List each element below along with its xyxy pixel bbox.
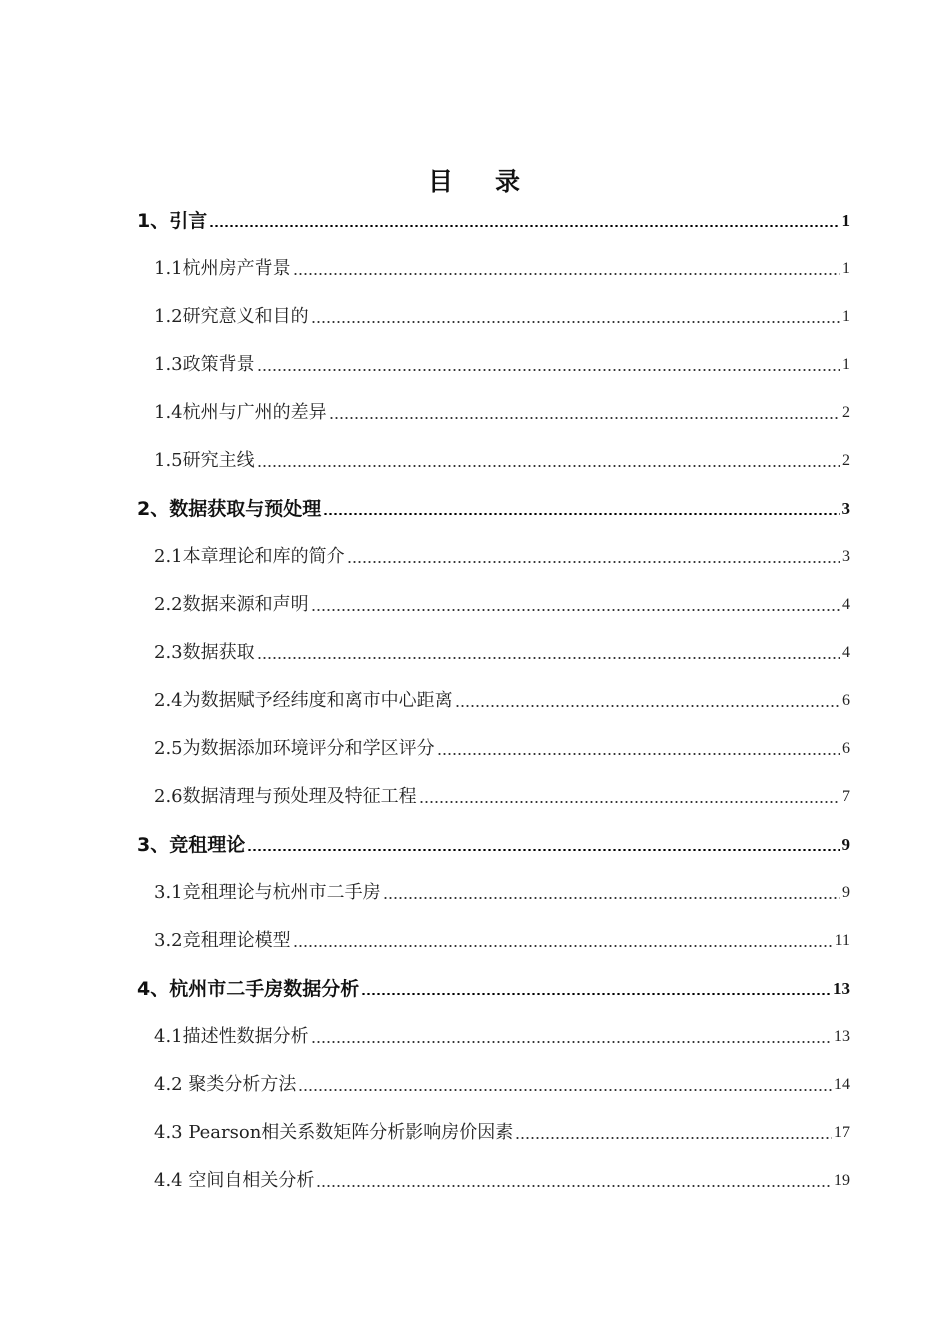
toc-page-number: 11 xyxy=(834,932,850,949)
toc-leader-dots xyxy=(347,561,840,563)
toc-entry[interactable] xyxy=(154,1020,850,1050)
toc-leader-dots xyxy=(383,897,840,899)
toc-entry-text: 4.3 Pearson相关系数矩阵分析影响房价因素 xyxy=(154,1122,514,1143)
toc-leader-dots xyxy=(293,273,840,275)
toc-entry-text: 2.4为数据赋予经纬度和离市中心距离 xyxy=(154,690,453,711)
toc-entry-text: 4.2 聚类分析方法 xyxy=(154,1074,297,1095)
toc-page-number: 17 xyxy=(834,1124,850,1141)
toc-page-number: 1 xyxy=(841,211,850,230)
toc-page-number: 2 xyxy=(842,452,850,469)
toc-page-number: 19 xyxy=(834,1172,850,1189)
toc-entry-text: 1.5研究主线 xyxy=(154,450,255,471)
toc-entry-text: 1.1杭州房产背景 xyxy=(154,258,291,279)
toc-page-number: 13 xyxy=(834,1028,850,1045)
toc-entry-text: 4.4 空间自相关分析 xyxy=(154,1170,315,1191)
toc-leader-dots xyxy=(257,465,840,467)
toc-leader-dots xyxy=(316,1185,832,1187)
toc-entry[interactable] xyxy=(154,588,850,618)
toc-entry-text: 1.3政策背景 xyxy=(154,354,255,375)
toc-leader-dots xyxy=(293,945,833,947)
toc-page-number: 9 xyxy=(842,884,850,901)
toc-leader-dots xyxy=(419,801,840,803)
toc-leader-dots xyxy=(311,321,840,323)
toc-entry-text: 3.2竞租理论模型 xyxy=(154,930,291,951)
toc-entry-text: 4、杭州市二手房数据分析 xyxy=(137,978,360,1000)
toc-leader-dots xyxy=(298,1089,832,1091)
toc-entry-text: 2、数据获取与预处理 xyxy=(137,498,322,520)
toc-entry-text: 4.1描述性数据分析 xyxy=(154,1026,309,1047)
toc-entry-text: 2.5为数据添加环境评分和学区评分 xyxy=(154,738,435,759)
toc-entry[interactable] xyxy=(154,252,850,282)
toc-leader-dots xyxy=(209,225,839,227)
toc-leader-dots xyxy=(515,1137,832,1139)
toc-entry-text: 2.1本章理论和库的简介 xyxy=(154,546,345,567)
toc-page-number: 3 xyxy=(842,548,850,565)
toc-entry[interactable] xyxy=(137,204,850,234)
toc-page-number: 1 xyxy=(842,356,850,373)
toc-entry[interactable] xyxy=(154,444,850,474)
toc-leader-dots xyxy=(323,513,839,515)
toc-leader-dots xyxy=(361,993,831,995)
toc-page-number: 3 xyxy=(841,499,850,518)
toc-entry-text: 3、竞租理论 xyxy=(137,834,246,856)
toc-entry[interactable] xyxy=(154,732,850,762)
toc-page-number: 6 xyxy=(842,740,850,757)
toc-entry[interactable] xyxy=(137,972,850,1002)
toc-entry[interactable] xyxy=(154,636,850,666)
toc-entry-text: 1.4杭州与广州的差异 xyxy=(154,402,327,423)
toc-entry[interactable] xyxy=(154,540,850,570)
toc-leader-dots xyxy=(257,657,840,659)
toc-entry[interactable] xyxy=(154,780,850,810)
toc-leader-dots xyxy=(257,369,840,371)
toc-entry[interactable] xyxy=(154,300,850,330)
toc-page-number: 7 xyxy=(842,788,850,805)
toc-page-number: 6 xyxy=(842,692,850,709)
toc-leader-dots xyxy=(247,849,839,851)
toc-page-number: 4 xyxy=(842,644,850,661)
toc-entry-text: 1、引言 xyxy=(137,210,208,232)
toc-leader-dots xyxy=(329,417,840,419)
toc-entry[interactable] xyxy=(154,924,850,954)
toc-entry-text: 2.2数据来源和声明 xyxy=(154,594,309,615)
toc-page-number: 13 xyxy=(833,979,850,998)
toc-entry[interactable] xyxy=(154,1068,850,1098)
toc-entry[interactable] xyxy=(154,684,850,714)
toc-entry-text: 1.2研究意义和目的 xyxy=(154,306,309,327)
toc-entry-text: 3.1竞租理论与杭州市二手房 xyxy=(154,882,381,903)
toc-entry[interactable] xyxy=(154,876,850,906)
toc-entry[interactable] xyxy=(137,492,850,522)
toc-leader-dots xyxy=(455,705,840,707)
toc-entry[interactable] xyxy=(154,396,850,426)
toc-page-number: 1 xyxy=(842,308,850,325)
toc-entry-text: 2.6数据清理与预处理及特征工程 xyxy=(154,786,417,807)
toc-leader-dots xyxy=(311,609,840,611)
toc-page-number: 9 xyxy=(841,835,850,854)
toc-leader-dots xyxy=(311,1041,832,1043)
toc-page-number: 2 xyxy=(842,404,850,421)
toc-page-number: 4 xyxy=(842,596,850,613)
toc-page-number: 1 xyxy=(842,260,850,277)
toc-entry[interactable] xyxy=(154,348,850,378)
toc-leader-dots xyxy=(437,753,840,755)
toc-entry[interactable] xyxy=(137,828,850,858)
toc-title: 目录 xyxy=(427,167,562,196)
toc-entry-text: 2.3数据获取 xyxy=(154,642,255,663)
toc-page-number: 14 xyxy=(834,1076,850,1093)
toc-entry[interactable] xyxy=(154,1164,850,1194)
toc-entry[interactable] xyxy=(154,1116,850,1146)
